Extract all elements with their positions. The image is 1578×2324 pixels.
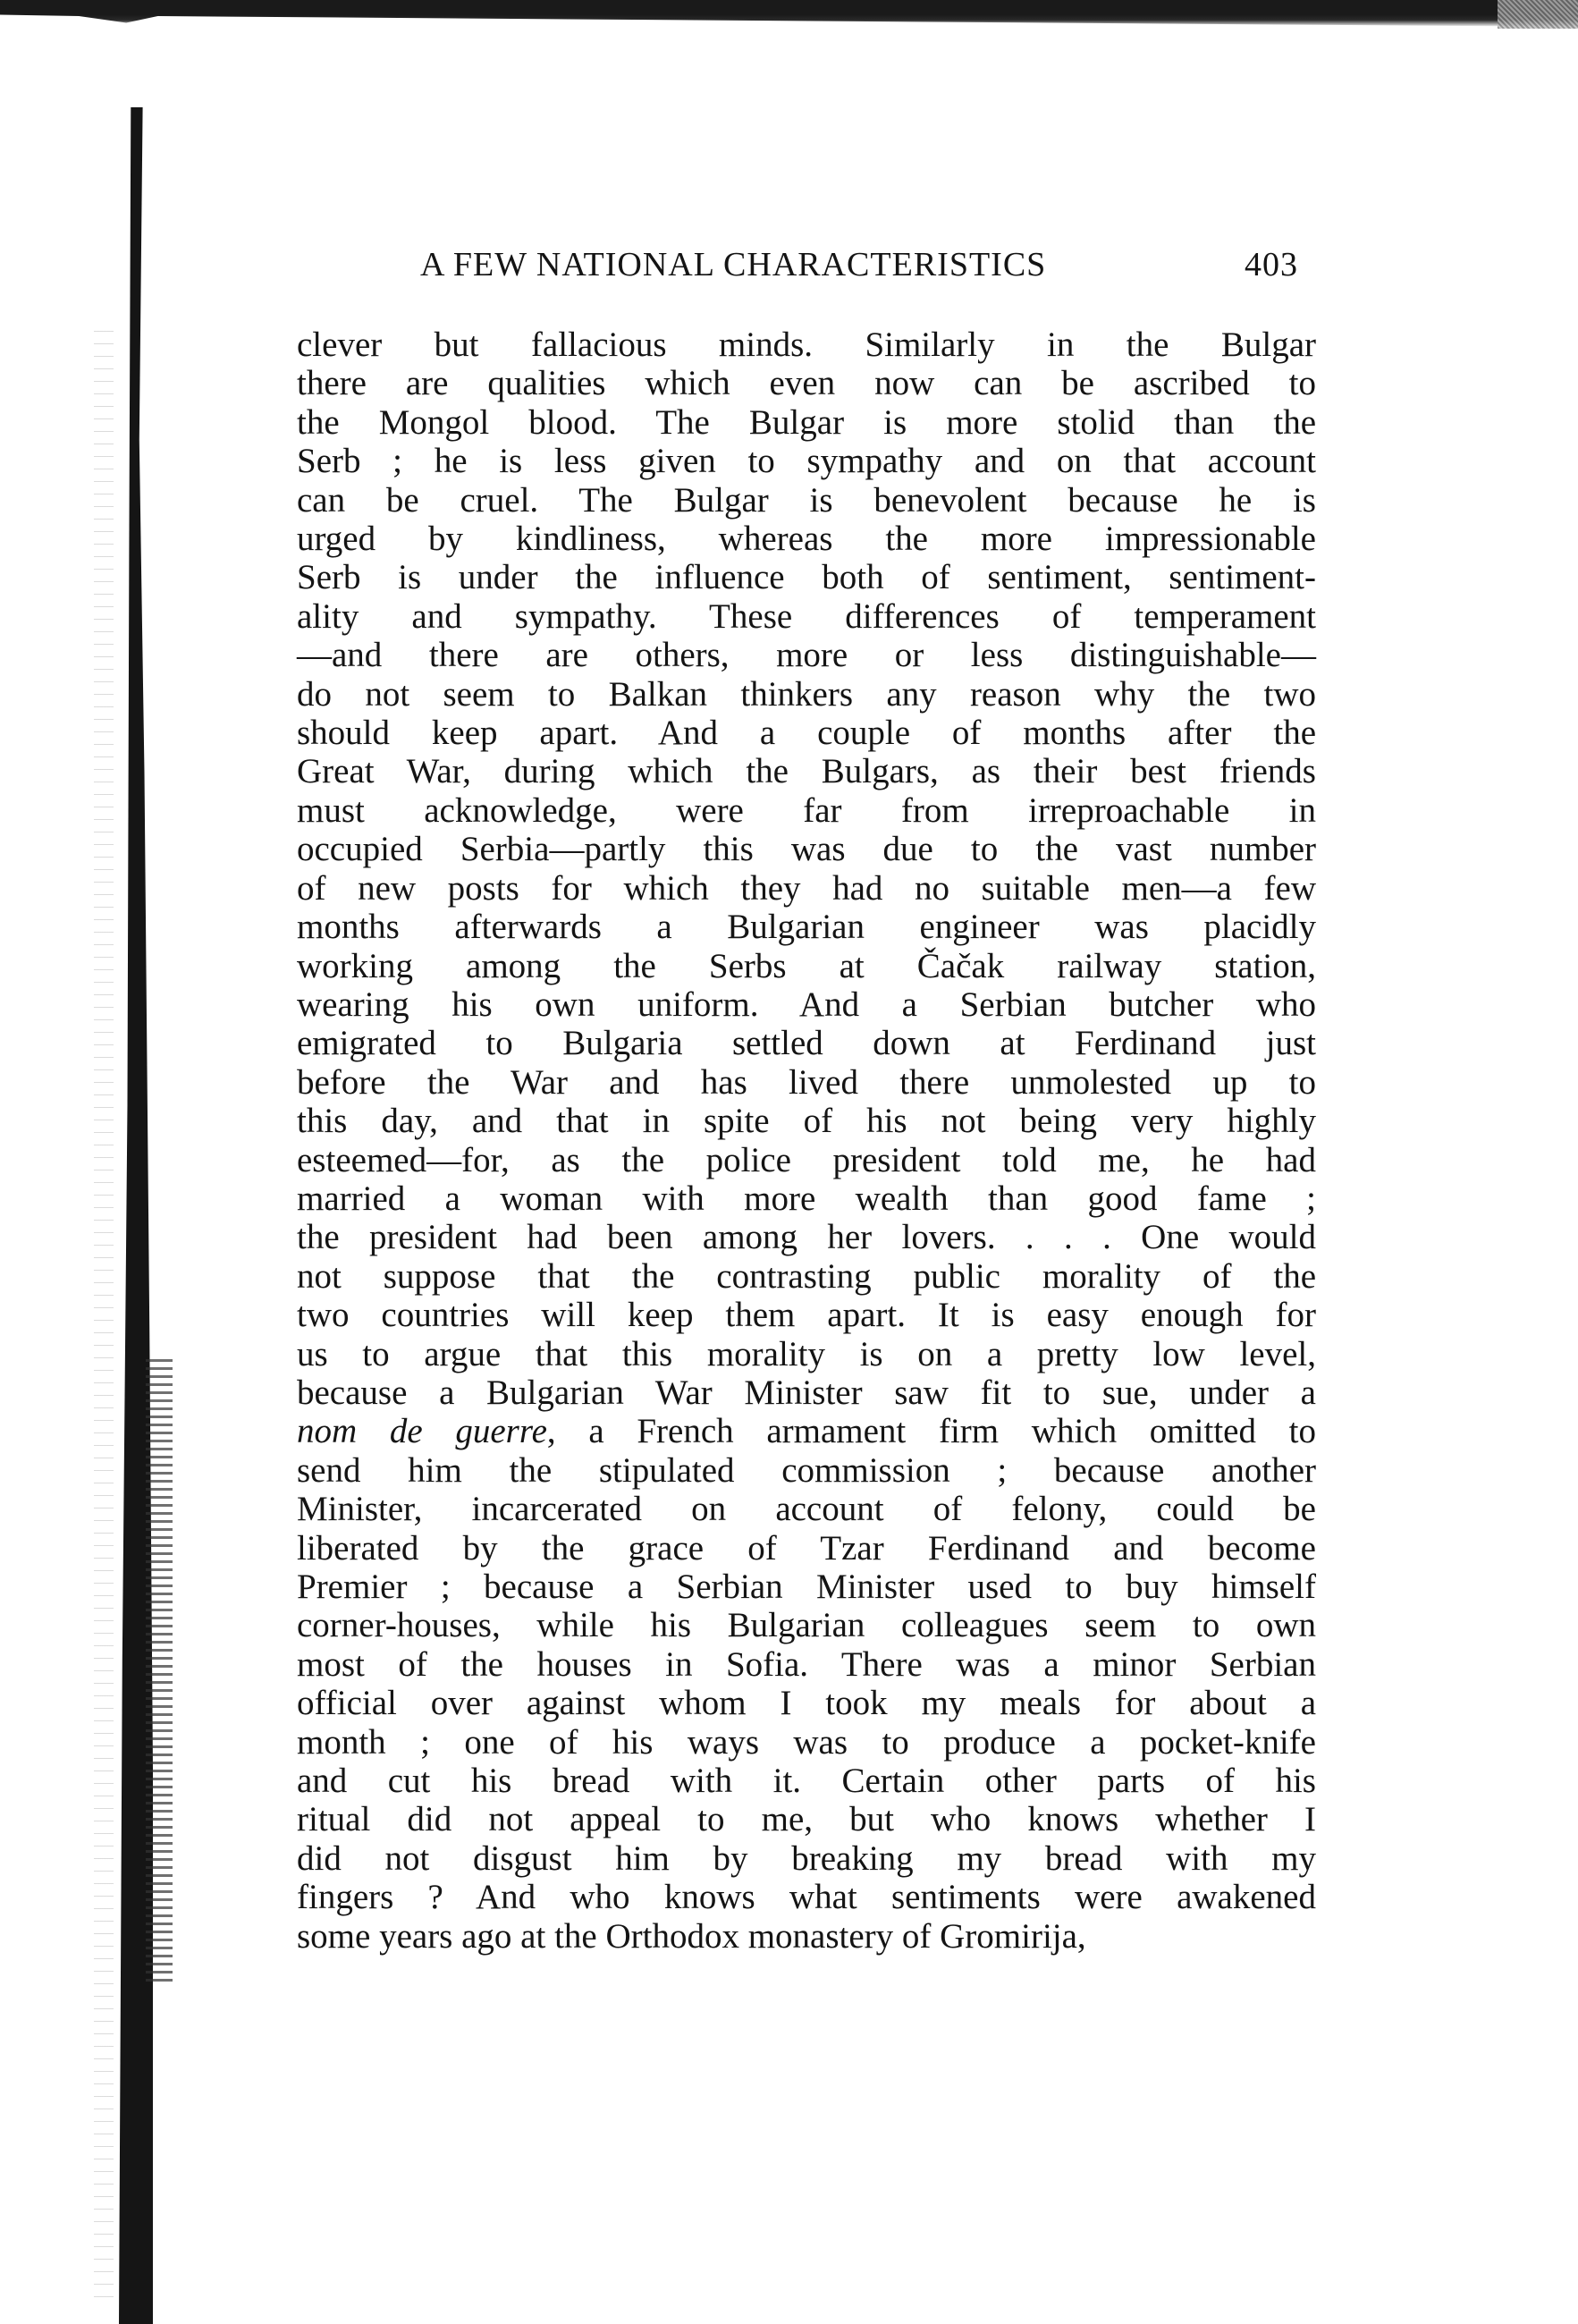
text-line: do not seem to Balkan thinkers any reason why the two xyxy=(297,674,1316,714)
text-line: of new posts for which they had no suitable men—a few xyxy=(297,868,1316,908)
text-line: there are qualities which even now can be ascribed to xyxy=(297,364,1316,403)
body-paragraph xyxy=(297,325,1316,1956)
text-line: official over against whom I took my meals for about a xyxy=(297,1684,1316,1723)
text-line: Premier ; because a Serbian Minister used to buy himself xyxy=(297,1568,1316,1606)
text-line: two countries will keep them apart. It is easy enough for xyxy=(297,1296,1316,1335)
text-line: fingers ? And who knows what sentiments were awakened xyxy=(297,1878,1316,1917)
text-line: months afterwards a Bulgarian engineer was placidly xyxy=(297,908,1316,947)
text-line: and cut his bread with it. Certain other parts of his xyxy=(297,1762,1316,1801)
text-line: corner-houses, while his Bulgarian colleagues seem to own xyxy=(297,1606,1316,1645)
text-line: must acknowledge, were far from irreproachable in xyxy=(297,790,1316,830)
scan-edge-scratch xyxy=(94,331,114,2298)
text-line: the president had been among her lovers. . . . One would xyxy=(297,1218,1316,1257)
text-line: not suppose that the contrasting public morality of the xyxy=(297,1256,1316,1296)
text-line: wearing his own uniform. And a Serbian butcher who xyxy=(297,985,1316,1024)
text-line: Serb is under the influence both of sentiment, sentiment- xyxy=(297,558,1316,597)
text-line: ality and sympathy. These differences of temperament xyxy=(297,596,1316,636)
scan-binding-edge xyxy=(94,107,174,2324)
text-line: ritual did not appeal to me, but who knows whether I xyxy=(297,1800,1316,1839)
scan-top-shadow xyxy=(0,0,1578,27)
text-line: did not disgust him by breaking my bread with my xyxy=(297,1838,1316,1878)
text-line: Great War, during which the Bulgars, as their best friends xyxy=(297,752,1316,791)
text-line: emigrated to Bulgaria settled down at Ferdinand just xyxy=(297,1024,1316,1063)
text-line: most of the houses in Sofia. There was a minor Serbian xyxy=(297,1644,1316,1684)
text-line: working among the Serbs at Čačak railway station, xyxy=(297,946,1316,985)
text-line: this day, and that in spite of his not being very highly xyxy=(297,1102,1316,1141)
text-line-with-italic xyxy=(297,1412,1316,1450)
text-line: married a woman with more wealth than good fame ; xyxy=(297,1179,1316,1218)
text-line: the Mongol blood. The Bulgar is more stolid than the xyxy=(297,402,1316,442)
text-line: before the War and has lived there unmolested up to xyxy=(297,1062,1316,1102)
text-line: should keep apart. And a couple of months after the xyxy=(297,714,1316,753)
text-line: —and there are others, more or less distinguishable— xyxy=(297,636,1316,675)
text-line: because a Bulgarian War Minister saw fit to sue, under a xyxy=(297,1373,1316,1412)
running-head xyxy=(420,245,1314,299)
scan-edge-shadow xyxy=(119,107,153,2324)
text-line: occupied Serbia—partly this was due to the vast number xyxy=(297,830,1316,869)
text-line: Minister, incarcerated on account of felony, could be xyxy=(297,1490,1316,1529)
text-line: urged by kindliness, whereas the more impressionable xyxy=(297,520,1316,559)
text-line: send him the stipulated commission ; because another xyxy=(297,1450,1316,1490)
text-line: Serb ; he is less given to sympathy and on that account xyxy=(297,442,1316,481)
text-line: can be cruel. The Bulgar is benevolent because he is xyxy=(297,480,1316,520)
running-title: A FEW NATIONAL CHARACTERISTICS xyxy=(420,246,1047,283)
text-line: month ; one of his ways was to produce a pocket-knife xyxy=(297,1722,1316,1762)
text-line-remainder: , a French armament firm which omitted to xyxy=(546,1412,1316,1451)
page-number: 403 xyxy=(1245,246,1298,283)
scan-top-speckle xyxy=(1498,0,1578,29)
italic-phrase: nom de guerre xyxy=(297,1412,547,1451)
text-line: esteemed—for, as the police president told me, he had xyxy=(297,1140,1316,1179)
text-line: clever but fallacious minds. Similarly in the Bulgar xyxy=(297,325,1316,364)
text-line: liberated by the grace of Tzar Ferdinand and become xyxy=(297,1528,1316,1568)
scan-top-edge xyxy=(0,0,1578,36)
text-line: some years ago at the Orthodox monastery of Gromirija, xyxy=(297,1916,1086,1956)
scan-edge-fray xyxy=(146,1359,173,1985)
text-line: us to argue that this morality is on a pretty low level, xyxy=(297,1334,1316,1373)
